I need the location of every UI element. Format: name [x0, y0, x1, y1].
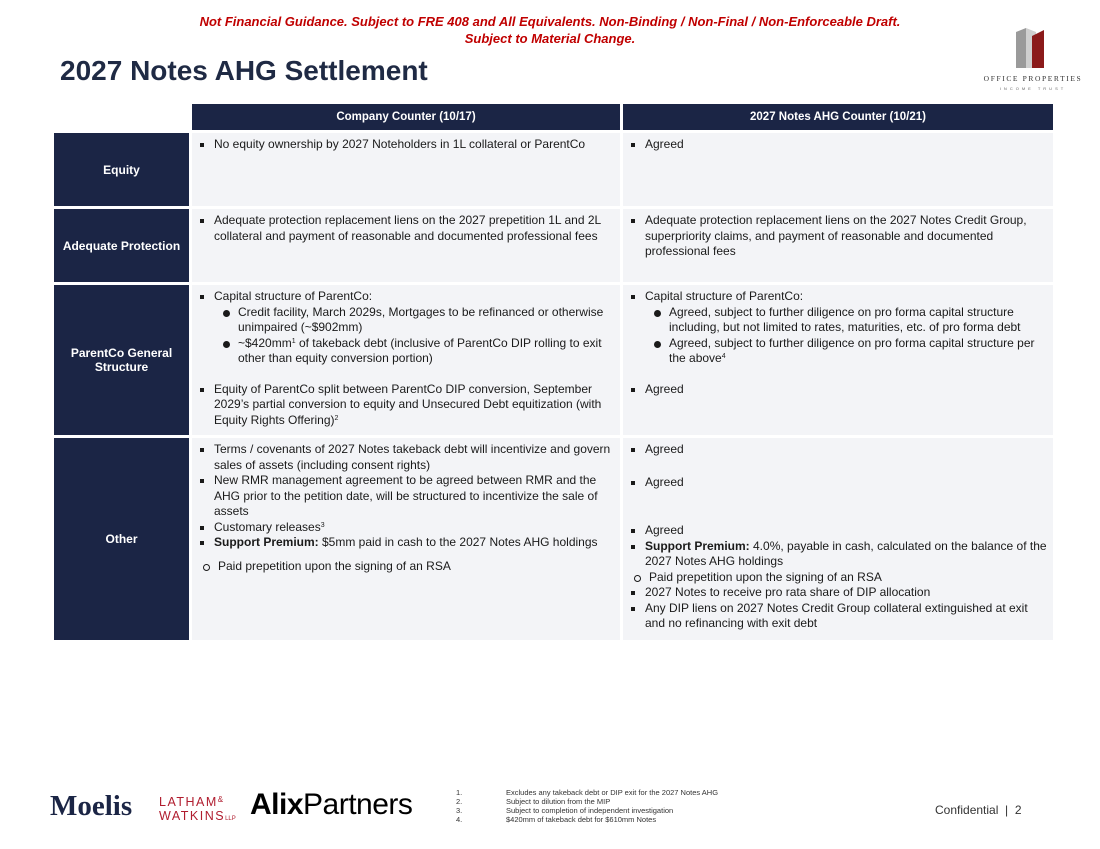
page-title: 2027 Notes AHG Settlement [60, 55, 428, 86]
latham-watkins-logo: LATHAM& WATKINSLLP [159, 795, 236, 823]
row-equity [54, 133, 1053, 206]
list-item: Any DIP liens on 2027 Notes Credit Group collateral extinguished at exit and no refinancing with exit debt [629, 601, 1049, 632]
row-label-adequate-protection: Adequate Protection [54, 209, 189, 282]
sub-list-item: $\sim\$420mm^1$ of takeback debt (inclusive of ParentCo DIP rolling to exit other than equity conversion portion) [220, 336, 616, 367]
footnote: 3. Subject to completion of independent investigation [456, 806, 674, 815]
footnote: 4. $420mm of takeback debt for $610mm Notes [456, 815, 657, 824]
other-company-cell [192, 438, 620, 640]
disclaimer: Not Financial Guidance. Subject to FRE 408 and All Equivalents. Non-Binding / Non-Final / Non-Enforceable Draft. Subject to Material Change. [199, 14, 901, 46]
other-ahg-cell [623, 438, 1053, 640]
list-item: Adequate protection replacement liens on the 2027 Notes Credit Group, superpriority claims, and payment of reasonable and documented professional fees [629, 213, 1049, 260]
adequate-company-cell [192, 209, 620, 282]
row-label-other: Other [54, 438, 189, 640]
sub-list-item: Agreed, subject to further diligence on pro forma capital structure per the above$^4$ [651, 336, 1049, 367]
list-item: Adequate protection replacement liens on the 2027 prepetition 1L and 2L collateral and payment of reasonable and documented professional fees [198, 213, 616, 244]
parentco-company-cell [192, 285, 620, 435]
header-row [54, 104, 1053, 130]
sub-list-item: Credit facility, March 2029s, Mortgages to be refinanced or otherwise unimpaired (~$902mm) [220, 305, 616, 336]
confidential-page-number: Confidential | 2 [935, 803, 1022, 817]
equity-ahg-cell [623, 133, 1053, 206]
row-adequate-protection [54, 209, 1053, 282]
settlement-table [51, 101, 1056, 643]
column-header-ahg: 2027 Notes AHG Counter (10/21) [623, 104, 1053, 130]
list-item: New RMR management agreement to be agreed between RMR and the AHG prior to the petition date, will be structured to incentivize the sale of assets [198, 473, 616, 520]
list-item: Agreed [629, 475, 1049, 491]
logo-subtitle: INCOME TRUST [999, 86, 1067, 91]
list-item: Agreed [629, 137, 1049, 153]
list-item: Agreed [629, 382, 1049, 398]
list-item: Support Premium: 4.0%, payable in cash, calculated on the balance of the 2027 Notes AHG holdings [629, 539, 1049, 570]
list-item: Equity of ParentCo split between ParentCo DIP conversion, September 2029’s partial conversion to equity and Unsecured Debt equitization (with Equity Rights Offering)$^2$ [198, 382, 616, 429]
sub-list-item: Agreed, subject to further diligence on pro forma capital structure including, but not limited to rates, maturities, etc. of pro forma debt [651, 305, 1049, 336]
footnote: 2. Subject to dilution from the MIP [456, 797, 611, 806]
sub-list-item: Paid prepetition upon the signing of an RSA [200, 559, 616, 575]
list-item: Customary releases$^3$ [198, 520, 616, 536]
list-item: Agreed [629, 523, 1049, 539]
logo-name: OFFICE PROPERTIES [983, 74, 1083, 83]
column-header-company: Company Counter (10/17) [192, 104, 620, 130]
adequate-ahg-cell [623, 209, 1053, 282]
row-parentco [54, 285, 1053, 435]
list-item: 2027 Notes to receive pro rata share of DIP allocation [629, 585, 1049, 601]
header-blank [54, 104, 189, 130]
list-item: Capital structure of ParentCo: Credit facility, March 2029s, Mortgages to be refinanced or otherwise unimpaired (~$902mm) $\sim\$420mm^1$ of takeback debt (inclusive of ParentCo DIP rolling to exit other than equity conversion portion) [198, 289, 616, 367]
row-label-equity: Equity [54, 133, 189, 206]
moelis-logo: Moelis [50, 790, 133, 822]
row-other [54, 438, 1053, 640]
alixpartners-logo: AlixPartners [250, 788, 413, 821]
list-item: Support Premium: $5mm paid in cash to the 2027 Notes AHG holdings [198, 535, 616, 551]
opi-logo-icon [1016, 28, 1044, 68]
footnote: 1. Excludes any takeback debt or DIP exit for the 2027 Notes AHG [456, 788, 719, 797]
row-label-parentco: ParentCo General Structure [54, 285, 189, 435]
equity-company-cell [192, 133, 620, 206]
office-properties-logo [978, 28, 1088, 98]
parentco-ahg-cell [623, 285, 1053, 435]
footnotes [456, 788, 718, 824]
sub-list-item: Paid prepetition upon the signing of an RSA [631, 570, 1049, 586]
list-item: Capital structure of ParentCo: Agreed, subject to further diligence on pro forma capital structure including, but not limited to rates, maturities, etc. of pro forma debt Agreed, subject to further diligence on pro forma capital structure per the above$^4$ [629, 289, 1049, 367]
list-item: No equity ownership by 2027 Noteholders in 1L collateral or ParentCo [198, 137, 616, 153]
list-item: Terms / covenants of 2027 Notes takeback debt will incentivize and govern sales of assets (including consent rights) [198, 442, 616, 473]
list-item: Agreed [629, 442, 1049, 458]
